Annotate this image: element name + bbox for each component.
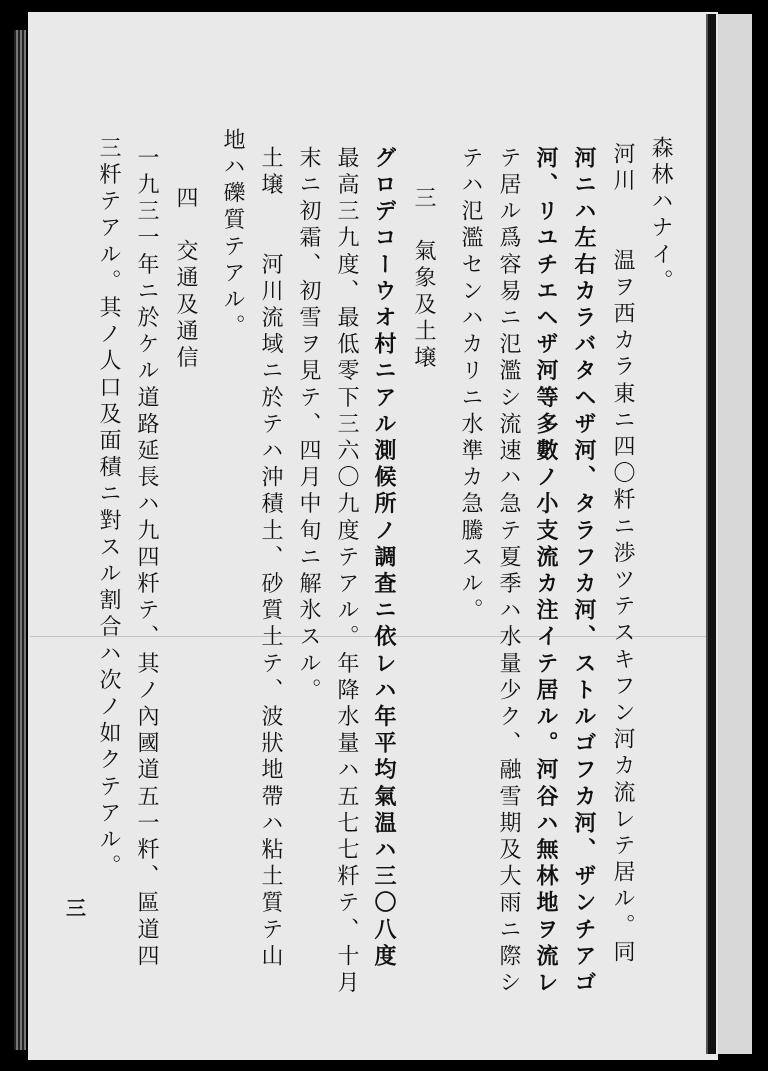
text-column: 河、リユチエヘザ河等多數ノ小支流カ注イテ居ル。河谷ハ無林地ヲ流レ [533,146,559,998]
text-column: 河川 温ヲ西カラ東ニ四〇粁ニ渉ツテスキフン河カ流レテ居ル。同 [610,142,635,967]
text-column: 土壌 河川流域ニ於テハ沖積土、砂質土テ、波狀地帶ハ粘土質テ山 [258,146,283,971]
text-column: 一九三一年ニ於ケル道路延長ハ九四粁テ、其ノ內國道五一粁、區道四 [134,146,159,971]
text-column: テハ氾濫センハカリニ水準カ急騰スル。 [458,146,483,625]
text-column: 三粁テアル。其ノ人口及面積ニ對スル割合ハ次ノ如クテアル。 [96,136,121,881]
text-column: 末ニ初霜、初雪ヲ見テ、四月中旬ニ解氷スル。 [296,146,321,705]
text-column: 地ハ礫質テアル。 [220,128,245,341]
facing-page-strip [718,14,752,1054]
text-column: 最高三九度、最低零下三六〇九度テアル。年降水量ハ五七七粁テ、十月 [334,146,359,998]
book-left-edge [14,30,26,1050]
text-column: 河ニハ左右カラバタヘザ河、タラフカ河、ストルゴフカ河、ザンチアゴ [571,146,597,998]
section-heading: 三 氣象及土壌 [411,186,436,373]
text-column: グロデコーウオ村ニアル測候所ノ調査ニ依レハ年平均氣温ハ三〇八度 [371,146,397,971]
text-column: テ居ル爲容易ニ氾濫シ流速ハ急テ夏季ハ水量少ク、融雪期及大雨ニ際シ [496,146,521,998]
section-heading: 四 交通及通信 [173,186,198,373]
book-spine [706,14,716,1054]
page-number: 三 [66,896,86,920]
scan-fold-line [30,636,706,637]
text-column: 森林ハナイ。 [648,136,673,296]
